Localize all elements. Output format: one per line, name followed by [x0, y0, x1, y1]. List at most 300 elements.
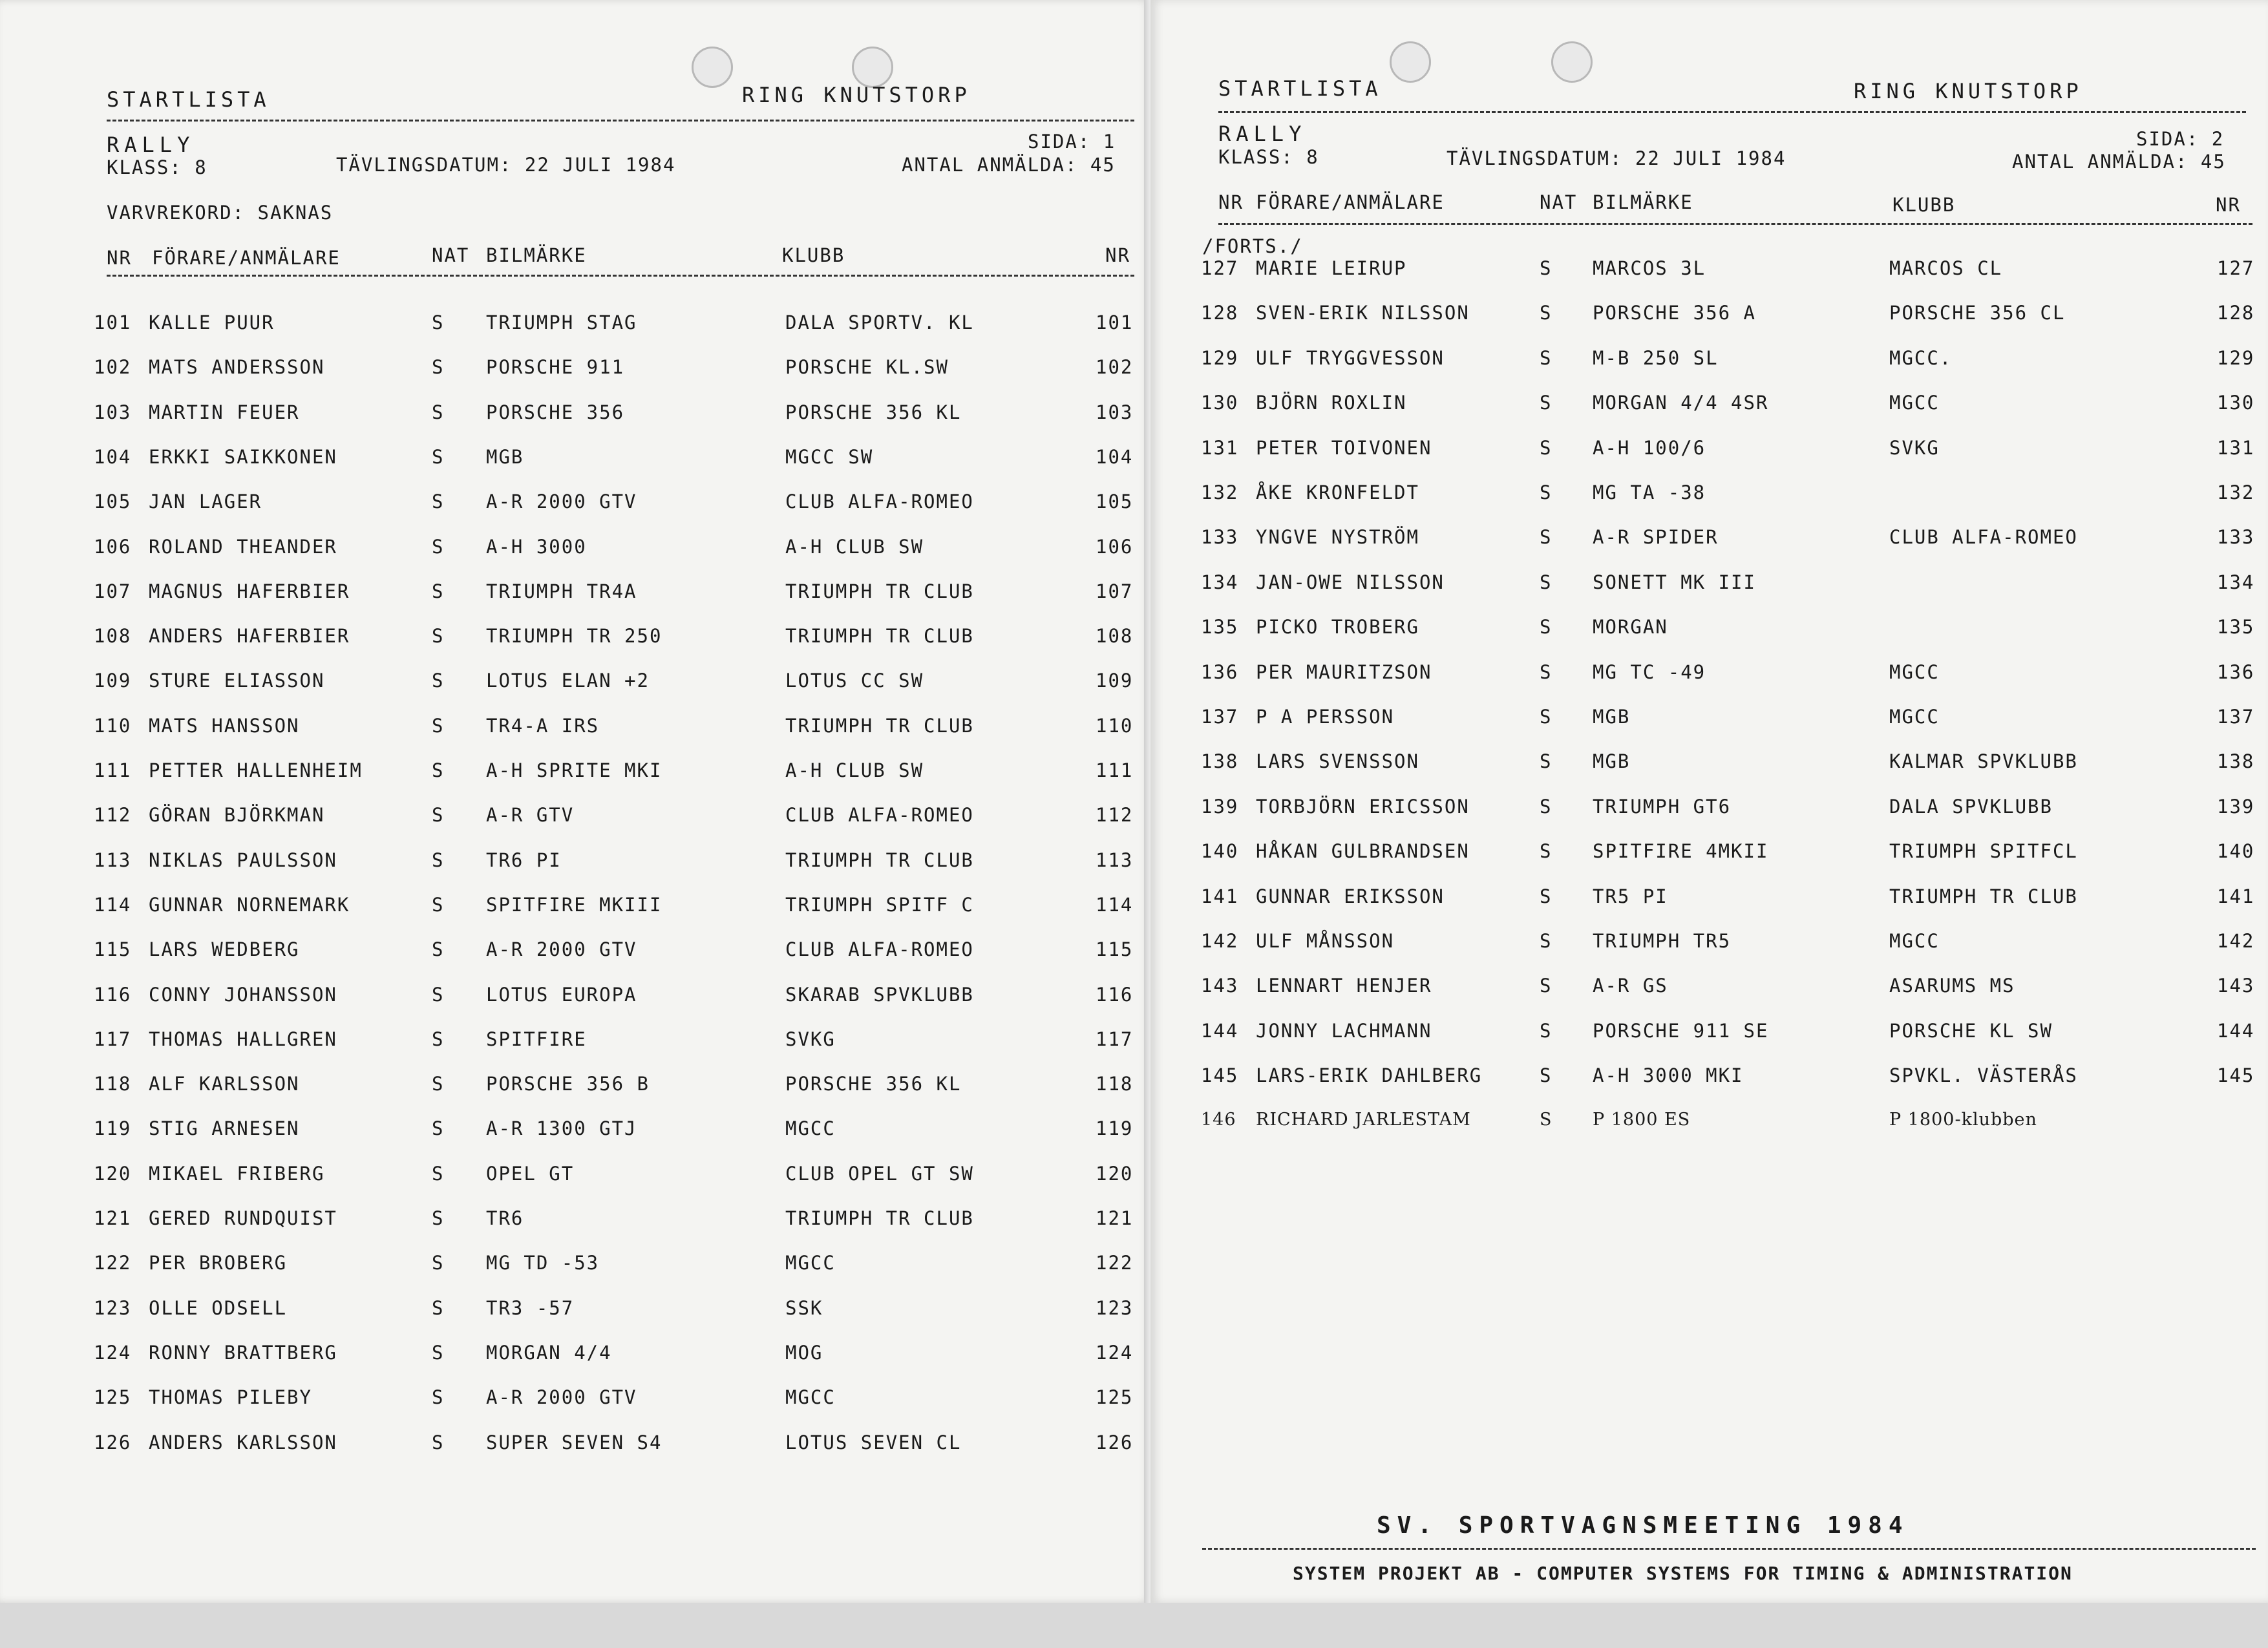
entry-row — [1150, 392, 2268, 424]
punch-hole — [852, 47, 893, 88]
entry-start-number: 110 — [94, 714, 132, 737]
entry-club: PORSCHE 356 KL — [785, 401, 962, 423]
entry-start-number-right: 136 — [2217, 660, 2255, 683]
entry-driver: PICKO TROBERG — [1256, 616, 1419, 639]
entry-nationality: S — [432, 1073, 445, 1095]
column-rule — [1218, 223, 2252, 225]
entry-driver: ÅKE KRONFELDT — [1256, 481, 1419, 503]
entry-start-number: 130 — [1201, 392, 1239, 414]
entry-driver: RICHARD JARLESTAM — [1256, 1109, 1471, 1130]
entry-start-number-right: 135 — [2217, 616, 2255, 639]
entry-car: MG TD -53 — [486, 1252, 600, 1274]
entry-start-number: 143 — [1201, 975, 1239, 997]
entry-nationality: S — [1540, 706, 1553, 728]
entry-driver: MARIE LEIRUP — [1256, 257, 1407, 279]
entry-car: TRIUMPH STAG — [486, 312, 637, 333]
entry-nationality: S — [1540, 1064, 1553, 1087]
entry-row — [0, 1297, 1150, 1329]
entry-nationality: S — [432, 1207, 445, 1229]
entry-start-number-right: 107 — [1096, 580, 1134, 602]
entry-car: A-R GTV — [486, 804, 575, 827]
punch-hole — [1551, 41, 1593, 83]
entries-count: ANTAL ANMÄLDA: 45 — [2012, 151, 2226, 173]
footer-title: SV. SPORTVAGNSMEETING 1984 — [1377, 1512, 1909, 1539]
entry-row — [1150, 616, 2268, 648]
entry-start-number: 133 — [1201, 526, 1239, 549]
entry-start-number-right: 124 — [1096, 1341, 1134, 1364]
col-club: KLUBB — [782, 244, 845, 266]
entry-club: MOG — [785, 1341, 823, 1364]
entry-row — [1150, 885, 2268, 918]
entry-club: CLUB ALFA-ROMEO — [785, 938, 974, 961]
entry-driver: STIG ARNESEN — [149, 1117, 300, 1140]
entry-club: PORSCHE 356 KL — [785, 1073, 962, 1095]
entry-driver: BJÖRN ROXLIN — [1256, 392, 1407, 414]
entries-count: ANTAL ANMÄLDA: 45 — [902, 154, 1116, 176]
entry-row — [0, 580, 1150, 613]
entry-club: TRIUMPH TR CLUB — [785, 580, 974, 602]
entry-nationality: S — [1540, 660, 1553, 683]
entry-nationality: S — [1540, 1109, 1553, 1130]
entry-start-number-right: 113 — [1096, 849, 1134, 871]
entry-nationality: S — [1540, 975, 1553, 997]
entry-club: LOTUS SEVEN CL — [785, 1431, 962, 1453]
entry-start-number-right: 139 — [2217, 795, 2255, 818]
event-name: RING KNUTSTORP — [742, 83, 971, 107]
entry-nationality: S — [1540, 750, 1553, 773]
entry-start-number-right: 138 — [2217, 750, 2255, 773]
entry-driver: MATS HANSSON — [149, 714, 300, 737]
entry-car: A-R 1300 GTJ — [486, 1117, 637, 1140]
col-nr2: NR — [2216, 194, 2241, 216]
page-number: SIDA: 1 — [1028, 131, 1116, 153]
class-number: KLASS: 8 — [1218, 146, 1319, 168]
entry-start-number-right: 102 — [1096, 356, 1134, 379]
entry-start-number-right: 126 — [1096, 1431, 1134, 1453]
entry-start-number: 102 — [94, 356, 132, 379]
entry-car: SUPER SEVEN S4 — [486, 1431, 662, 1453]
entry-car: MG TA -38 — [1593, 481, 1706, 503]
entry-nationality: S — [1540, 840, 1553, 863]
entry-club: ASARUMS MS — [1889, 975, 2015, 997]
entry-nationality: S — [1540, 481, 1553, 503]
entry-row — [1150, 1110, 2268, 1142]
entry-start-number: 145 — [1201, 1064, 1239, 1087]
entry-driver: HÅKAN GULBRANDSEN — [1256, 840, 1470, 863]
entry-car: TRIUMPH TR 250 — [486, 625, 662, 648]
entry-start-number: 146 — [1201, 1109, 1236, 1130]
entry-start-number: 105 — [94, 491, 132, 513]
entry-start-number: 137 — [1201, 706, 1239, 728]
entry-row — [0, 401, 1150, 434]
entry-nationality: S — [432, 356, 445, 379]
entry-club: TRIUMPH TR CLUB — [785, 849, 974, 871]
entry-start-number-right: 119 — [1096, 1117, 1134, 1140]
entry-start-number: 121 — [94, 1207, 132, 1229]
entry-car: A-R 2000 GTV — [486, 491, 637, 513]
entry-start-number: 113 — [94, 849, 132, 871]
entry-driver: ULF TRYGGVESSON — [1256, 346, 1445, 369]
entry-start-number: 107 — [94, 580, 132, 602]
entry-car: TR4-A IRS — [486, 714, 600, 737]
entry-start-number-right: 103 — [1096, 401, 1134, 423]
footer-rule — [1202, 1548, 2256, 1550]
entry-start-number: 106 — [94, 535, 132, 558]
entry-driver: CONNY JOHANSSON — [149, 983, 337, 1006]
entry-driver: OLLE ODSELL — [149, 1296, 288, 1319]
entry-driver: KALLE PUUR — [149, 312, 275, 333]
entry-start-number: 127 — [1201, 257, 1239, 279]
entry-start-number: 120 — [94, 1162, 132, 1185]
entry-nationality: S — [1540, 392, 1553, 414]
entry-nationality: S — [432, 491, 445, 513]
entry-nationality: S — [432, 849, 445, 871]
entry-club: TRIUMPH TR CLUB — [785, 1207, 974, 1229]
entry-club: MGCC — [1889, 392, 1940, 414]
entry-driver: ANDERS KARLSSON — [149, 1431, 337, 1453]
entry-start-number: 140 — [1201, 840, 1239, 863]
entry-row — [0, 670, 1150, 702]
entry-start-number: 103 — [94, 401, 132, 423]
entry-car: TR5 PI — [1593, 885, 1668, 907]
entry-club: MGCC — [785, 1117, 836, 1140]
entry-driver: LENNART HENJER — [1256, 975, 1432, 997]
col-car: BILMÄRKE — [1593, 191, 1693, 213]
entry-nationality: S — [432, 983, 445, 1006]
entry-club: SVKG — [785, 1028, 836, 1050]
entry-start-number: 131 — [1201, 436, 1239, 459]
entry-car: PORSCHE 356 B — [486, 1073, 650, 1095]
entry-car: TRIUMPH TR5 — [1593, 930, 1732, 952]
entry-driver: P A PERSSON — [1256, 706, 1395, 728]
entry-row — [1150, 571, 2268, 604]
entry-club: A-H CLUB SW — [785, 535, 924, 558]
entry-car: A-R 2000 GTV — [486, 938, 637, 961]
header-rule — [107, 120, 1134, 121]
col-driver: FÖRARE/ANMÄLARE — [1256, 191, 1445, 213]
entry-start-number-right: 132 — [2217, 481, 2255, 503]
entry-nationality: S — [432, 535, 445, 558]
entry-start-number-right: 104 — [1096, 445, 1134, 468]
entry-car: MGB — [1593, 706, 1631, 728]
entry-nationality: S — [432, 1296, 445, 1319]
entry-start-number-right: 143 — [2217, 975, 2255, 997]
entry-car: M-B 250 SL — [1593, 346, 1719, 369]
entry-car: P 1800 ES — [1593, 1109, 1691, 1130]
entry-car: A-H 100/6 — [1593, 436, 1706, 459]
entry-nationality: S — [432, 1162, 445, 1185]
entry-start-number: 119 — [94, 1117, 132, 1140]
entry-row — [1150, 840, 2268, 872]
entry-start-number: 136 — [1201, 660, 1239, 683]
entry-row — [1150, 706, 2268, 738]
entry-row — [0, 849, 1150, 882]
entry-club: SVKG — [1889, 436, 1940, 459]
entry-row — [1150, 1020, 2268, 1052]
entry-row — [0, 356, 1150, 388]
col-driver: FÖRARE/ANMÄLARE — [152, 247, 341, 269]
entry-car: MARCOS 3L — [1593, 257, 1706, 279]
entry-start-number: 132 — [1201, 481, 1239, 503]
entry-row — [0, 1073, 1150, 1105]
entry-car: TR3 -57 — [486, 1296, 575, 1319]
entry-row — [0, 1207, 1150, 1240]
entry-club: MGCC — [1889, 706, 1940, 728]
entry-start-number-right: 109 — [1096, 670, 1134, 692]
entry-driver: PER MAURITZSON — [1256, 660, 1432, 683]
entry-row — [0, 894, 1150, 926]
entry-club: MGCC — [1889, 660, 1940, 683]
entry-car: LOTUS EUROPA — [486, 983, 637, 1006]
entry-car: PORSCHE 911 SE — [1593, 1019, 1769, 1042]
entry-row — [1150, 481, 2268, 514]
entry-driver: NIKLAS PAULSSON — [149, 849, 337, 871]
entry-car: PORSCHE 356 A — [1593, 302, 1756, 324]
race-date: TÄVLINGSDATUM: 22 JULI 1984 — [1447, 147, 1786, 169]
entry-car: A-H SPRITE MKI — [486, 759, 662, 781]
entry-driver: SVEN-ERIK NILSSON — [1256, 302, 1470, 324]
entry-start-number: 114 — [94, 893, 132, 916]
entry-row — [1150, 930, 2268, 962]
entry-row — [1150, 661, 2268, 693]
class-name: RALLY — [1218, 121, 1307, 146]
entry-start-number-right: 101 — [1096, 312, 1134, 333]
entry-start-number: 139 — [1201, 795, 1239, 818]
entry-club: CLUB ALFA-ROMEO — [785, 491, 974, 513]
entry-row — [0, 446, 1150, 478]
entry-driver: GUNNAR NORNEMARK — [149, 893, 350, 916]
entry-driver: MATS ANDERSSON — [149, 356, 325, 379]
entry-driver: LARS SVENSSON — [1256, 750, 1419, 773]
entry-car: A-H 3000 — [486, 535, 587, 558]
entry-car: LOTUS ELAN +2 — [486, 670, 650, 692]
entry-driver: LARS WEDBERG — [149, 938, 300, 961]
entry-nationality: S — [1540, 346, 1553, 369]
entry-start-number: 134 — [1201, 571, 1239, 593]
entry-start-number-right: 116 — [1096, 983, 1134, 1006]
entry-club: MGCC — [785, 1386, 836, 1409]
punch-hole — [1390, 41, 1431, 83]
entry-row — [0, 1252, 1150, 1284]
entry-car: TR6 — [486, 1207, 524, 1229]
entry-row — [1150, 347, 2268, 379]
entry-start-number: 141 — [1201, 885, 1239, 907]
entry-nationality: S — [432, 580, 445, 602]
entry-row — [1150, 437, 2268, 469]
entry-start-number: 129 — [1201, 346, 1239, 369]
entry-start-number-right: 115 — [1096, 938, 1134, 961]
entry-nationality: S — [432, 401, 445, 423]
entry-club: SPVKL. VÄSTERÅS — [1889, 1064, 2078, 1087]
entry-driver: LARS-ERIK DAHLBERG — [1256, 1064, 1483, 1087]
entry-start-number: 138 — [1201, 750, 1239, 773]
entry-car: MG TC -49 — [1593, 660, 1706, 683]
entry-club: MGCC — [785, 1252, 836, 1274]
entry-nationality: S — [432, 1386, 445, 1409]
entry-start-number: 128 — [1201, 302, 1239, 324]
entry-club: TRIUMPH SPITF C — [785, 893, 974, 916]
entry-driver: ULF MÅNSSON — [1256, 930, 1395, 952]
entry-start-number-right: 141 — [2217, 885, 2255, 907]
entry-driver: PETER TOIVONEN — [1256, 436, 1432, 459]
entry-nationality: S — [432, 445, 445, 468]
page-left — [0, 0, 1150, 1603]
entry-car: MORGAN 4/4 4SR — [1593, 392, 1769, 414]
entry-row — [0, 312, 1150, 344]
entry-nationality: S — [432, 938, 445, 961]
entry-driver: THOMAS HALLGREN — [149, 1028, 337, 1050]
entry-driver: JONNY LACHMANN — [1256, 1019, 1432, 1042]
entry-row — [0, 759, 1150, 792]
entry-club: TRIUMPH TR CLUB — [785, 625, 974, 648]
entry-club: SKARAB SPVKLUBB — [785, 983, 974, 1006]
entry-start-number: 122 — [94, 1252, 132, 1274]
entry-club: P 1800-klubben — [1889, 1109, 2037, 1130]
entry-car: A-R SPIDER — [1593, 526, 1719, 549]
entry-start-number: 135 — [1201, 616, 1239, 639]
entry-club: DALA SPORTV. KL — [785, 312, 974, 333]
entry-nationality: S — [432, 1341, 445, 1364]
entry-row — [0, 1386, 1150, 1419]
entry-driver: MARTIN FEUER — [149, 401, 300, 423]
entry-start-number-right: 144 — [2217, 1019, 2255, 1042]
entry-car: A-H 3000 MKI — [1593, 1064, 1744, 1087]
entry-club: PORSCHE 356 CL — [1889, 302, 2066, 324]
entry-club: SSK — [785, 1296, 823, 1319]
entry-row — [0, 536, 1150, 568]
entry-nationality: S — [432, 1117, 445, 1140]
footer-subtitle: SYSTEM PROJEKT AB - COMPUTER SYSTEMS FOR TIMING & ADMINISTRATION — [1293, 1563, 2073, 1584]
entry-driver: THOMAS PILEBY — [149, 1386, 312, 1409]
entry-nationality: S — [432, 1252, 445, 1274]
entry-row — [1150, 796, 2268, 828]
entry-start-number: 123 — [94, 1296, 132, 1319]
entry-car: TRIUMPH GT6 — [1593, 795, 1732, 818]
entry-nationality: S — [432, 625, 445, 648]
entry-car: SONETT MK III — [1593, 571, 1756, 593]
entry-start-number-right: 134 — [2217, 571, 2255, 593]
entry-start-number-right: 111 — [1096, 759, 1134, 781]
entry-start-number: 108 — [94, 625, 132, 648]
entry-car: SPITFIRE 4MKII — [1593, 840, 1769, 863]
column-rule — [107, 275, 1134, 277]
entry-nationality: S — [432, 1028, 445, 1050]
entry-driver: ERKKI SAIKKONEN — [149, 445, 337, 468]
col-nr2: NR — [1105, 244, 1130, 266]
class-name: RALLY — [107, 132, 195, 157]
entry-driver: GÖRAN BJÖRKMAN — [149, 804, 325, 827]
entry-club: TRIUMPH TR CLUB — [785, 714, 974, 737]
class-number: KLASS: 8 — [107, 156, 207, 178]
entry-club: CLUB ALFA-ROMEO — [785, 804, 974, 827]
entry-driver: RONNY BRATTBERG — [149, 1341, 337, 1364]
entry-nationality: S — [1540, 795, 1553, 818]
entry-start-number-right: 137 — [2217, 706, 2255, 728]
entry-start-number: 142 — [1201, 930, 1239, 952]
entry-club: MGCC — [1889, 930, 1940, 952]
entry-row — [0, 715, 1150, 747]
entry-start-number: 109 — [94, 670, 132, 692]
entry-club: MARCOS CL — [1889, 257, 2003, 279]
entry-nationality: S — [1540, 1019, 1553, 1042]
entry-driver: GUNNAR ERIKSSON — [1256, 885, 1445, 907]
col-nr: NR — [1218, 191, 1244, 213]
entry-nationality: S — [432, 1431, 445, 1453]
entry-start-number-right: 142 — [2217, 930, 2255, 952]
entry-start-number-right: 130 — [2217, 392, 2255, 414]
entry-car: A-R 2000 GTV — [486, 1386, 637, 1409]
entry-driver: STURE ELIASSON — [149, 670, 325, 692]
col-nr: NR — [107, 247, 132, 269]
entry-driver: ANDERS HAFERBIER — [149, 625, 350, 648]
entry-nationality: S — [432, 893, 445, 916]
col-club: KLUBB — [1892, 194, 1956, 216]
list-title: STARTLISTA — [107, 87, 270, 112]
entry-row — [0, 1342, 1150, 1374]
entry-start-number: 112 — [94, 804, 132, 827]
entry-row — [1150, 257, 2268, 290]
entry-start-number-right: 110 — [1096, 714, 1134, 737]
entry-start-number: 115 — [94, 938, 132, 961]
entry-driver: GERED RUNDQUIST — [149, 1207, 337, 1229]
entry-car: MGB — [486, 445, 524, 468]
entry-row — [1150, 975, 2268, 1007]
entry-club: CLUB ALFA-ROMEO — [1889, 526, 2078, 549]
entry-start-number-right: 112 — [1096, 804, 1134, 827]
entry-start-number-right: 133 — [2217, 526, 2255, 549]
entry-start-number: 104 — [94, 445, 132, 468]
entry-row — [0, 1431, 1150, 1464]
col-car: BILMÄRKE — [486, 244, 587, 266]
entry-row — [1150, 750, 2268, 783]
entry-start-number: 124 — [94, 1341, 132, 1364]
entry-start-number-right: 131 — [2217, 436, 2255, 459]
event-name: RING KNUTSTORP — [1854, 79, 2083, 103]
entry-nationality: S — [432, 714, 445, 737]
entry-car: MORGAN 4/4 — [486, 1341, 612, 1364]
entry-nationality: S — [1540, 616, 1553, 639]
entry-row — [1150, 302, 2268, 334]
entry-car: PORSCHE 911 — [486, 356, 625, 379]
entry-driver: YNGVE NYSTRÖM — [1256, 526, 1419, 549]
col-nat: NAT — [432, 244, 470, 266]
entry-start-number-right: 118 — [1096, 1073, 1134, 1095]
page-number: SIDA: 2 — [2136, 128, 2225, 150]
entry-start-number-right: 122 — [1096, 1252, 1134, 1274]
entry-driver: PER BROBERG — [149, 1252, 288, 1274]
entry-club: PORSCHE KL SW — [1889, 1019, 2053, 1042]
entry-club: TRIUMPH SPITFCL — [1889, 840, 2078, 863]
entry-driver: PETTER HALLENHEIM — [149, 759, 363, 781]
race-date: TÄVLINGSDATUM: 22 JULI 1984 — [336, 154, 676, 176]
entry-club: MGCC SW — [785, 445, 874, 468]
entry-row — [1150, 1064, 2268, 1097]
entry-club: CLUB OPEL GT SW — [785, 1162, 974, 1185]
entry-club: A-H CLUB SW — [785, 759, 924, 781]
entry-nationality: S — [1540, 526, 1553, 549]
entry-start-number-right: 129 — [2217, 346, 2255, 369]
continued-label: /FORTS./ — [1202, 235, 1303, 257]
entry-row — [0, 625, 1150, 657]
entry-row — [0, 1117, 1150, 1150]
entry-row — [0, 1163, 1150, 1195]
entry-start-number: 118 — [94, 1073, 132, 1095]
entry-row — [0, 804, 1150, 836]
entry-start-number-right: 125 — [1096, 1386, 1134, 1409]
entry-start-number: 126 — [94, 1431, 132, 1453]
entry-row — [0, 1028, 1150, 1061]
entry-nationality: S — [432, 670, 445, 692]
